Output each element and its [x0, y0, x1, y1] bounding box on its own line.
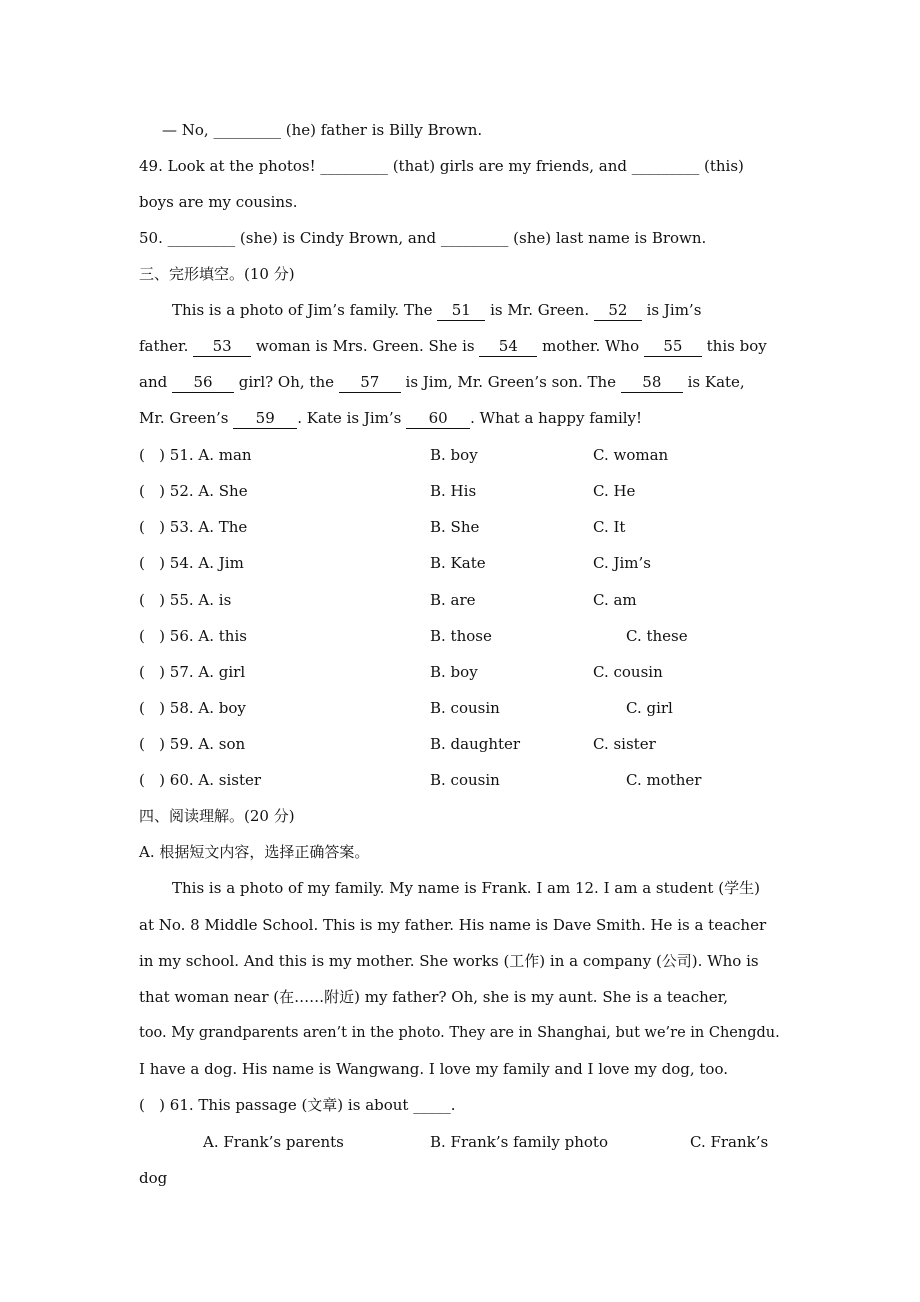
- q51-option-b: B. boy: [430, 446, 478, 464]
- q56-stem-a: ( ) 56. A. this: [139, 627, 247, 645]
- blank-52: 52: [594, 300, 642, 321]
- cloze-line-1: This is a photo of Jim’s family. The 51 is Mr. Green. 52 is Jim’s: [172, 301, 702, 319]
- blank-54: 54: [479, 336, 537, 357]
- q60-option-b: B. cousin: [430, 771, 500, 789]
- blank-51: 51: [437, 300, 485, 321]
- passage-line: that woman near (在……附近) my father? Oh, she is my aunt. She is a teacher,: [139, 988, 728, 1006]
- blank-59: 59: [233, 408, 297, 429]
- q48-answer-line: — No, _________ (he) father is Billy Brown.: [162, 121, 483, 139]
- q59-stem-a: ( ) 59. A. son: [139, 735, 246, 753]
- q57-stem-a: ( ) 57. A. girl: [139, 663, 246, 681]
- q60-stem-a: ( ) 60. A. sister: [139, 771, 262, 789]
- q51-option-c: C. woman: [593, 446, 669, 464]
- q55-option-b: B. are: [430, 591, 476, 609]
- q59-option-c: C. sister: [593, 735, 656, 753]
- passage-line: in my school. And this is my mother. She works (工作) in a company (公司). Who is: [139, 952, 759, 970]
- blank-55: 55: [644, 336, 702, 357]
- cloze-line-3: and 56 girl? Oh, the 57 is Jim, Mr. Green’s son. The 58 is Kate,: [139, 373, 745, 391]
- q52-option-c: C. He: [593, 482, 636, 500]
- passage-line: I have a dog. His name is Wangwang. I love my family and I love my dog, too.: [139, 1060, 728, 1078]
- q53-stem-a: ( ) 53. A. The: [139, 518, 248, 536]
- q61-option-c-continued: dog: [139, 1169, 168, 1187]
- q59-option-b: B. daughter: [430, 735, 521, 753]
- q55-option-c: C. am: [593, 591, 637, 609]
- q58-option-c: C. girl: [626, 699, 673, 717]
- q53-option-c: C. It: [593, 518, 626, 536]
- q61-stem: ( ) 61. This passage (文章) is about _____.: [139, 1096, 456, 1114]
- blank-57: 57: [339, 372, 401, 393]
- q56-option-c: C. these: [626, 627, 688, 645]
- blank-60: 60: [406, 408, 470, 429]
- q53-option-b: B. She: [430, 518, 480, 536]
- q49-line-1: 49. Look at the photos! _________ (that) girls are my friends, and _________ (this): [139, 157, 744, 175]
- q55-stem-a: ( ) 55. A. is: [139, 591, 232, 609]
- blank-58: 58: [621, 372, 683, 393]
- blank-53: 53: [193, 336, 251, 357]
- q54-stem-a: ( ) 54. A. Jim: [139, 554, 244, 572]
- cloze-line-4: Mr. Green’s 59 . Kate is Jim’s 60 . What a happy family!: [139, 409, 643, 427]
- passage-line: at No. 8 Middle School. This is my father. His name is Dave Smith. He is a teacher: [139, 916, 767, 934]
- q60-option-c: C. mother: [626, 771, 702, 789]
- blank-56: 56: [172, 372, 234, 393]
- cloze-line-2: father. 53 woman is Mrs. Green. She is 54 mother. Who 55 this boy: [139, 337, 767, 355]
- q50-line: 50. _________ (she) is Cindy Brown, and _________ (she) last name is Brown.: [139, 229, 707, 247]
- q58-option-b: B. cousin: [430, 699, 500, 717]
- q57-option-b: B. boy: [430, 663, 478, 681]
- q52-option-b: B. His: [430, 482, 477, 500]
- q49-line-2: boys are my cousins.: [139, 193, 298, 211]
- q51-stem-a: ( ) 51. A. man: [139, 446, 252, 464]
- q61-option-b: B. Frank’s family photo: [430, 1133, 608, 1151]
- q61-option-a: A. Frank’s parents: [203, 1133, 344, 1151]
- q56-option-b: B. those: [430, 627, 492, 645]
- passage-line: This is a photo of my family. My name is Frank. I am 12. I am a student (学生): [172, 879, 760, 897]
- part-a-instruction: A. 根据短文内容，选择正确答案。: [139, 843, 370, 861]
- q61-option-c: C. Frank’s: [690, 1133, 769, 1151]
- q52-stem-a: ( ) 52. A. She: [139, 482, 248, 500]
- section-4-title: 四、阅读理解。(20 分): [139, 807, 295, 825]
- passage-line: too. My grandparents aren’t in the photo. They are in Shanghai, but we’re in Chengdu.: [139, 1025, 780, 1041]
- q54-option-c: C. Jim’s: [593, 554, 651, 572]
- section-3-title: 三、完形填空。(10 分): [139, 265, 295, 283]
- q57-option-c: C. cousin: [593, 663, 663, 681]
- q58-stem-a: ( ) 58. A. boy: [139, 699, 246, 717]
- q54-option-b: B. Kate: [430, 554, 486, 572]
